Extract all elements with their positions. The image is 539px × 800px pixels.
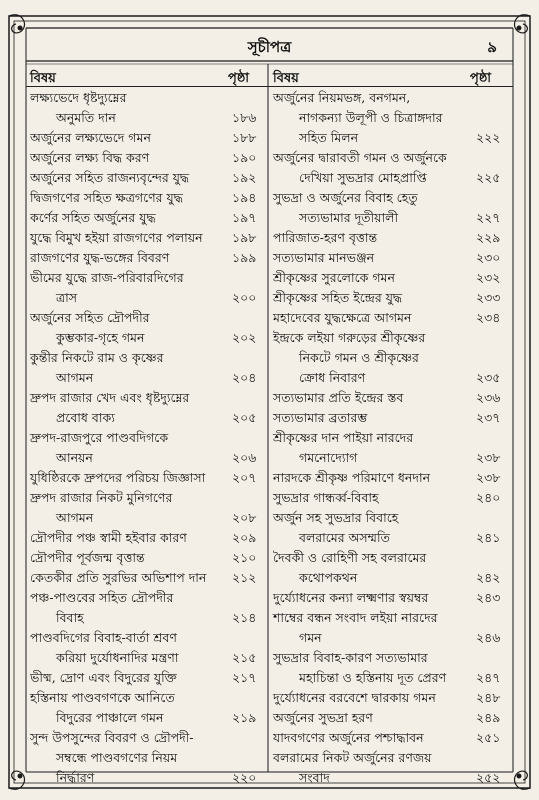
contents-entry xyxy=(30,428,272,468)
entry-page-number: ২০৪ xyxy=(232,370,257,385)
contents-entry xyxy=(30,208,272,228)
contents-entry xyxy=(273,648,516,688)
entry-title-line: অর্জুনের দ্বারাবতী গমন ও অর্জুনকে xyxy=(273,150,447,165)
entry-title-line: প্রবোধ বাক্য xyxy=(56,410,115,425)
entry-title-line: শ্রীকৃষ্ণের সুরলোকে গমন xyxy=(273,270,395,285)
entry-title-line: নির্দ্ধারণ xyxy=(56,770,95,785)
contents-entry xyxy=(30,568,272,588)
contents-entry xyxy=(30,268,272,308)
contents-entry xyxy=(273,248,516,268)
entry-page-number: ২৫২ xyxy=(476,770,501,785)
entry-title-line: করিয়া দুর্যোধনাদির মন্ত্রণা xyxy=(56,650,179,665)
contents-entry xyxy=(273,488,516,508)
entry-title-line: অর্জুনের লক্ষ্য বিদ্ধ করণ xyxy=(30,150,150,165)
entry-title-line: দ্রুপদ রাজার খেদ এবং ধৃষ্টদ্যুম্নের xyxy=(30,390,190,405)
entry-page-number: ২০৬ xyxy=(232,450,257,465)
entry-page-number: ১৯৯ xyxy=(232,250,257,265)
contents-entry xyxy=(273,468,516,488)
entry-title-line: অর্জুনের লক্ষ্যভেদে গমন xyxy=(30,130,151,145)
entry-title-line: দ্রৌপদীর পঞ্চ স্বামী হইবার কারণ xyxy=(30,530,187,545)
entry-page-number: ২২২ xyxy=(476,130,501,145)
entry-title-line: পারিজাত-হরণ বৃত্তান্ত xyxy=(273,230,378,245)
entry-title-line: সুভদ্রার গান্ধর্ব্ব-বিবাহ xyxy=(273,490,379,505)
contents-entry xyxy=(273,408,516,428)
entry-page-number: ২৪৮ xyxy=(476,690,501,705)
contents-entry xyxy=(273,148,516,188)
entry-page-number: ২১০ xyxy=(232,550,257,565)
entry-title-line: অর্জুনের সুভদ্রা হরণ xyxy=(273,710,373,725)
entry-page-number: ২৩৬ xyxy=(476,390,501,405)
entry-page-number: ২০০ xyxy=(232,290,257,305)
entry-page-number: ২১২ xyxy=(232,570,257,585)
contents-entry xyxy=(273,328,516,388)
right-subject-header: বিষয় xyxy=(273,71,299,86)
entry-title-line: সম্বন্ধে পাণ্ডবগণের নিয়ম xyxy=(56,750,178,765)
entry-title-line: ত্রাস xyxy=(56,290,78,305)
contents-entry xyxy=(30,228,272,248)
entry-title-line: কথোপকথন xyxy=(299,570,358,585)
contents-entry xyxy=(30,728,272,788)
entry-page-number: ২৩৭ xyxy=(476,410,501,425)
entry-page-number: ২৩০ xyxy=(476,250,501,265)
contents-entry xyxy=(273,688,516,708)
entry-title-line: গমন xyxy=(299,630,322,645)
entry-title-line: অর্জুনের সহিত দ্রৌপদীর xyxy=(30,310,150,325)
entry-title-line: দুর্য্যোধনের বরবেশে দ্বারকায় গমন xyxy=(273,690,436,705)
contents-entry xyxy=(30,488,272,528)
page-number: ৯ xyxy=(487,38,497,56)
entry-page-number: ২৩৮ xyxy=(476,450,501,465)
entry-page-number: ১৮৬ xyxy=(232,110,257,125)
entry-page-number: ১৯৭ xyxy=(232,210,257,225)
entry-page-number: ২৪০ xyxy=(476,490,501,505)
entry-title-line: বিদুরের পাঞ্চালে গমন xyxy=(56,710,164,725)
entry-page-number: ১৯৪ xyxy=(232,190,257,205)
contents-entry xyxy=(273,188,516,228)
contents-entry xyxy=(273,228,516,248)
entry-page-number: ১৯০ xyxy=(232,150,257,165)
entry-title-line: রাজগণের যুদ্ধ-ভঙ্গের বিবরণ xyxy=(30,250,170,265)
entry-title-line: কুন্তীর নিকটে রাম ও কৃষ্ণের xyxy=(30,350,164,365)
entry-title-line: যুধিষ্ঠিরকে দ্রুপদের পরিচয় জিজ্ঞাসা xyxy=(30,470,206,485)
entry-page-number: ২৪১ xyxy=(476,530,501,545)
entry-title-line: দ্রৌপদীর পূর্বজন্ম বৃত্তান্ত xyxy=(30,550,145,565)
entry-title-line: মহাদেবের যুদ্ধক্ষেত্রে আগমন xyxy=(273,310,412,325)
entry-title-line: অর্জুনের সহিত রাজন্যবৃন্দের যুদ্ধ xyxy=(30,170,190,185)
contents-entry xyxy=(30,148,272,168)
entry-page-number: ২০৭ xyxy=(232,470,257,485)
entry-title-line: কুম্ভকার-গৃহে গমন xyxy=(56,330,145,345)
entry-title-line: কেতকীর প্রতি সুরভির অভিশাপ দান xyxy=(30,570,207,585)
entry-title-line: যাদবগণের অর্জুনের পশ্চাদ্ধাবন xyxy=(273,730,424,745)
entry-title-line: শ্রীকৃষ্ণের সহিত ইন্দ্রের যুদ্ধ xyxy=(273,290,403,305)
contents-entry xyxy=(273,308,516,328)
entry-page-number: ২৩৪ xyxy=(476,310,501,325)
entry-page-number: ১৮৮ xyxy=(232,130,257,145)
entry-title-line: সুভদ্রা ও অর্জুনের বিবাহ হেতু xyxy=(273,190,418,205)
contents-entry xyxy=(30,688,272,728)
contents-entry xyxy=(273,708,516,728)
entry-page-number: ২৫১ xyxy=(476,730,501,745)
entry-title-line: কর্ণের সহিত অর্জুনের যুদ্ধ xyxy=(30,210,156,225)
contents-entry xyxy=(30,628,272,668)
right-page-header: পৃষ্ঠা xyxy=(470,71,492,86)
entry-page-number: ২০২ xyxy=(232,330,257,345)
entry-page-number: ২৩৩ xyxy=(476,290,501,305)
contents-entry xyxy=(273,588,516,608)
contents-entry xyxy=(273,728,516,748)
entry-title-line: আনয়ন xyxy=(56,450,93,465)
entry-page-number: ২৩২ xyxy=(476,270,501,285)
entry-title-line: ক্রোধ নিবারণ xyxy=(299,370,366,385)
entry-title-line: বিবাহ xyxy=(56,610,84,625)
entry-title-line: শাম্বের বন্ধন সংবাদ লইয়া নারদের xyxy=(273,610,438,625)
entry-page-number: ১৯৮ xyxy=(232,230,257,245)
entry-title-line: হস্তিনায় পাণ্ডবগণকে আনিতে xyxy=(30,690,175,705)
entry-page-number: ২০৯ xyxy=(232,530,257,545)
contents-entry xyxy=(273,268,516,288)
entry-title-line: দেখিয়া সুভদ্রার মোহপ্রাপ্তি xyxy=(299,170,427,185)
entry-page-number: ২৩৮ xyxy=(476,470,501,485)
entry-page-number: ২৩৫ xyxy=(476,370,501,385)
contents-entry xyxy=(30,548,272,568)
contents-entry xyxy=(30,388,272,428)
contents-entry xyxy=(273,608,516,648)
entry-title-line: মহাচিন্তা ও হস্তিনায় দূত প্রেরণ xyxy=(299,670,447,685)
contents-entry xyxy=(30,308,272,348)
entry-title-line: সত্যভামার প্রতি ইন্দ্রের স্তব xyxy=(273,390,404,405)
contents-entry xyxy=(30,668,272,688)
entry-page-number: ২১৪ xyxy=(232,610,257,625)
entry-page-number: ২০৫ xyxy=(232,410,257,425)
contents-entry xyxy=(273,288,516,308)
entry-title-line: দ্রুপদ রাজার নিকট মুনিগণের xyxy=(30,490,173,505)
entry-page-number: ২২৭ xyxy=(476,210,501,225)
entry-title-line: লক্ষ্যভেদে ধৃষ্টদ্যুম্নের xyxy=(30,90,127,105)
contents-entry xyxy=(273,508,516,548)
entry-title-line: পাণ্ডবদিগের বিবাহ-বার্তা শ্রবণ xyxy=(30,630,177,645)
page-title: সূচীপত্র xyxy=(247,38,292,56)
entry-page-number: ২৪৯ xyxy=(476,710,501,725)
entry-page-number: ২৪৩ xyxy=(476,590,501,605)
contents-entry xyxy=(30,348,272,388)
contents-entry xyxy=(30,588,272,628)
contents-entry xyxy=(273,548,516,588)
entry-title-line: সংবাদ xyxy=(299,770,330,785)
contents-entry xyxy=(30,188,272,208)
entry-page-number: ২১৭ xyxy=(232,670,257,685)
entry-title-line: শ্রীকৃষ্ণের দান পাইয়া নারদের xyxy=(273,430,414,445)
entry-title-line: সহিত মিলন xyxy=(299,130,359,145)
entry-title-line: সুভদ্রার বিবাহ-কারণ সত্যভামার xyxy=(273,650,428,665)
contents-entry xyxy=(30,88,272,128)
contents-entry xyxy=(273,88,516,148)
entry-title-line: দৈবকী ও রোহিণী সহ বলরামের xyxy=(273,550,427,565)
entry-title-line: ইন্দ্রকে লইয়া গরুড়ের শ্রীকৃষ্ণের xyxy=(273,330,426,345)
entry-title-line: অনুমতি দান xyxy=(56,110,116,125)
entry-page-number: ১৯২ xyxy=(232,170,257,185)
entry-title-line: নারদকে শ্রীকৃষ্ণ পরিমাণে ধনদান xyxy=(273,470,431,485)
contents-entry xyxy=(30,168,272,188)
header-rule xyxy=(26,86,513,87)
entry-title-line: দ্রুপদ-রাজপুরে পাণ্ডবদিগকে xyxy=(30,430,169,445)
entry-title-line: নাগকন্যা উলূপী ও চিত্রাঙ্গদার xyxy=(299,110,443,125)
entry-title-line: নিকটে গমন ও শ্রীকৃষ্ণের xyxy=(299,350,419,365)
contents-entry xyxy=(30,468,272,488)
entry-title-line: বলরামের অসম্মতি xyxy=(299,530,390,545)
entry-title-line: যুদ্ধে বিমুখ হইয়া রাজগণের পলায়ন xyxy=(30,230,203,245)
entry-title-line: দুর্য্যোধনের কন্যা লক্ষ্মণার স্বয়ম্বর xyxy=(273,590,429,605)
entry-title-line: আগমন xyxy=(56,510,94,525)
left-page-header: পৃষ্ঠা xyxy=(228,71,250,86)
entry-title-line: অর্জুন সহ সুভদ্রার বিবাহে xyxy=(273,510,399,525)
entry-title-line: ভীমের যুদ্ধে রাজ-পরিবারদিগের xyxy=(30,270,184,285)
entry-page-number: ২২৯ xyxy=(476,230,501,245)
entry-title-line: পঞ্চ-পাণ্ডবের সহিত দ্রৌপদীর xyxy=(30,590,174,605)
entry-title-line: ভীষ্ম, দ্রোণ এবং বিদুরের যুক্তি xyxy=(30,670,177,685)
entry-page-number: ২২০ xyxy=(232,770,257,785)
contents-entry xyxy=(30,128,272,148)
entry-page-number: ২১৫ xyxy=(232,650,257,665)
left-subject-header: বিষয় xyxy=(30,71,56,86)
contents-entry xyxy=(30,248,272,268)
entry-page-number: ২৪২ xyxy=(476,570,501,585)
entry-title-line: সত্যভামার ব্রতারম্ভ xyxy=(273,410,368,425)
entry-page-number: ২২৫ xyxy=(476,170,501,185)
contents-entry xyxy=(273,748,516,788)
entry-title-line: অর্জুনের নিয়মভঙ্গ, বনগমন, xyxy=(273,90,411,105)
entry-page-number: ২৪৭ xyxy=(476,670,501,685)
contents-entry xyxy=(273,388,516,408)
entry-page-number: ২০৮ xyxy=(232,510,257,525)
entry-page-number: ২৪৬ xyxy=(476,630,501,645)
entry-title-line: গমনোদ্যোগ xyxy=(299,450,358,465)
entry-title-line: সত্যভামার মানভঞ্জন xyxy=(273,250,375,265)
contents-entry xyxy=(30,528,272,548)
entry-page-number: ২১৯ xyxy=(232,710,257,725)
entry-title-line: বলরামের নিকট অর্জুনের রণজয় xyxy=(273,750,432,765)
entry-title-line: সুন্দ উপসুন্দের বিবরণ ও দ্রৌপদী- xyxy=(30,730,194,745)
entry-title-line: দ্বিজগণের সহিত ক্ষত্রগণের যুদ্ধ xyxy=(30,190,183,205)
entry-title-line: আগমন xyxy=(56,370,94,385)
contents-entry xyxy=(273,428,516,468)
entry-title-line: সত্যভামার দূতীয়ালী xyxy=(299,210,399,225)
